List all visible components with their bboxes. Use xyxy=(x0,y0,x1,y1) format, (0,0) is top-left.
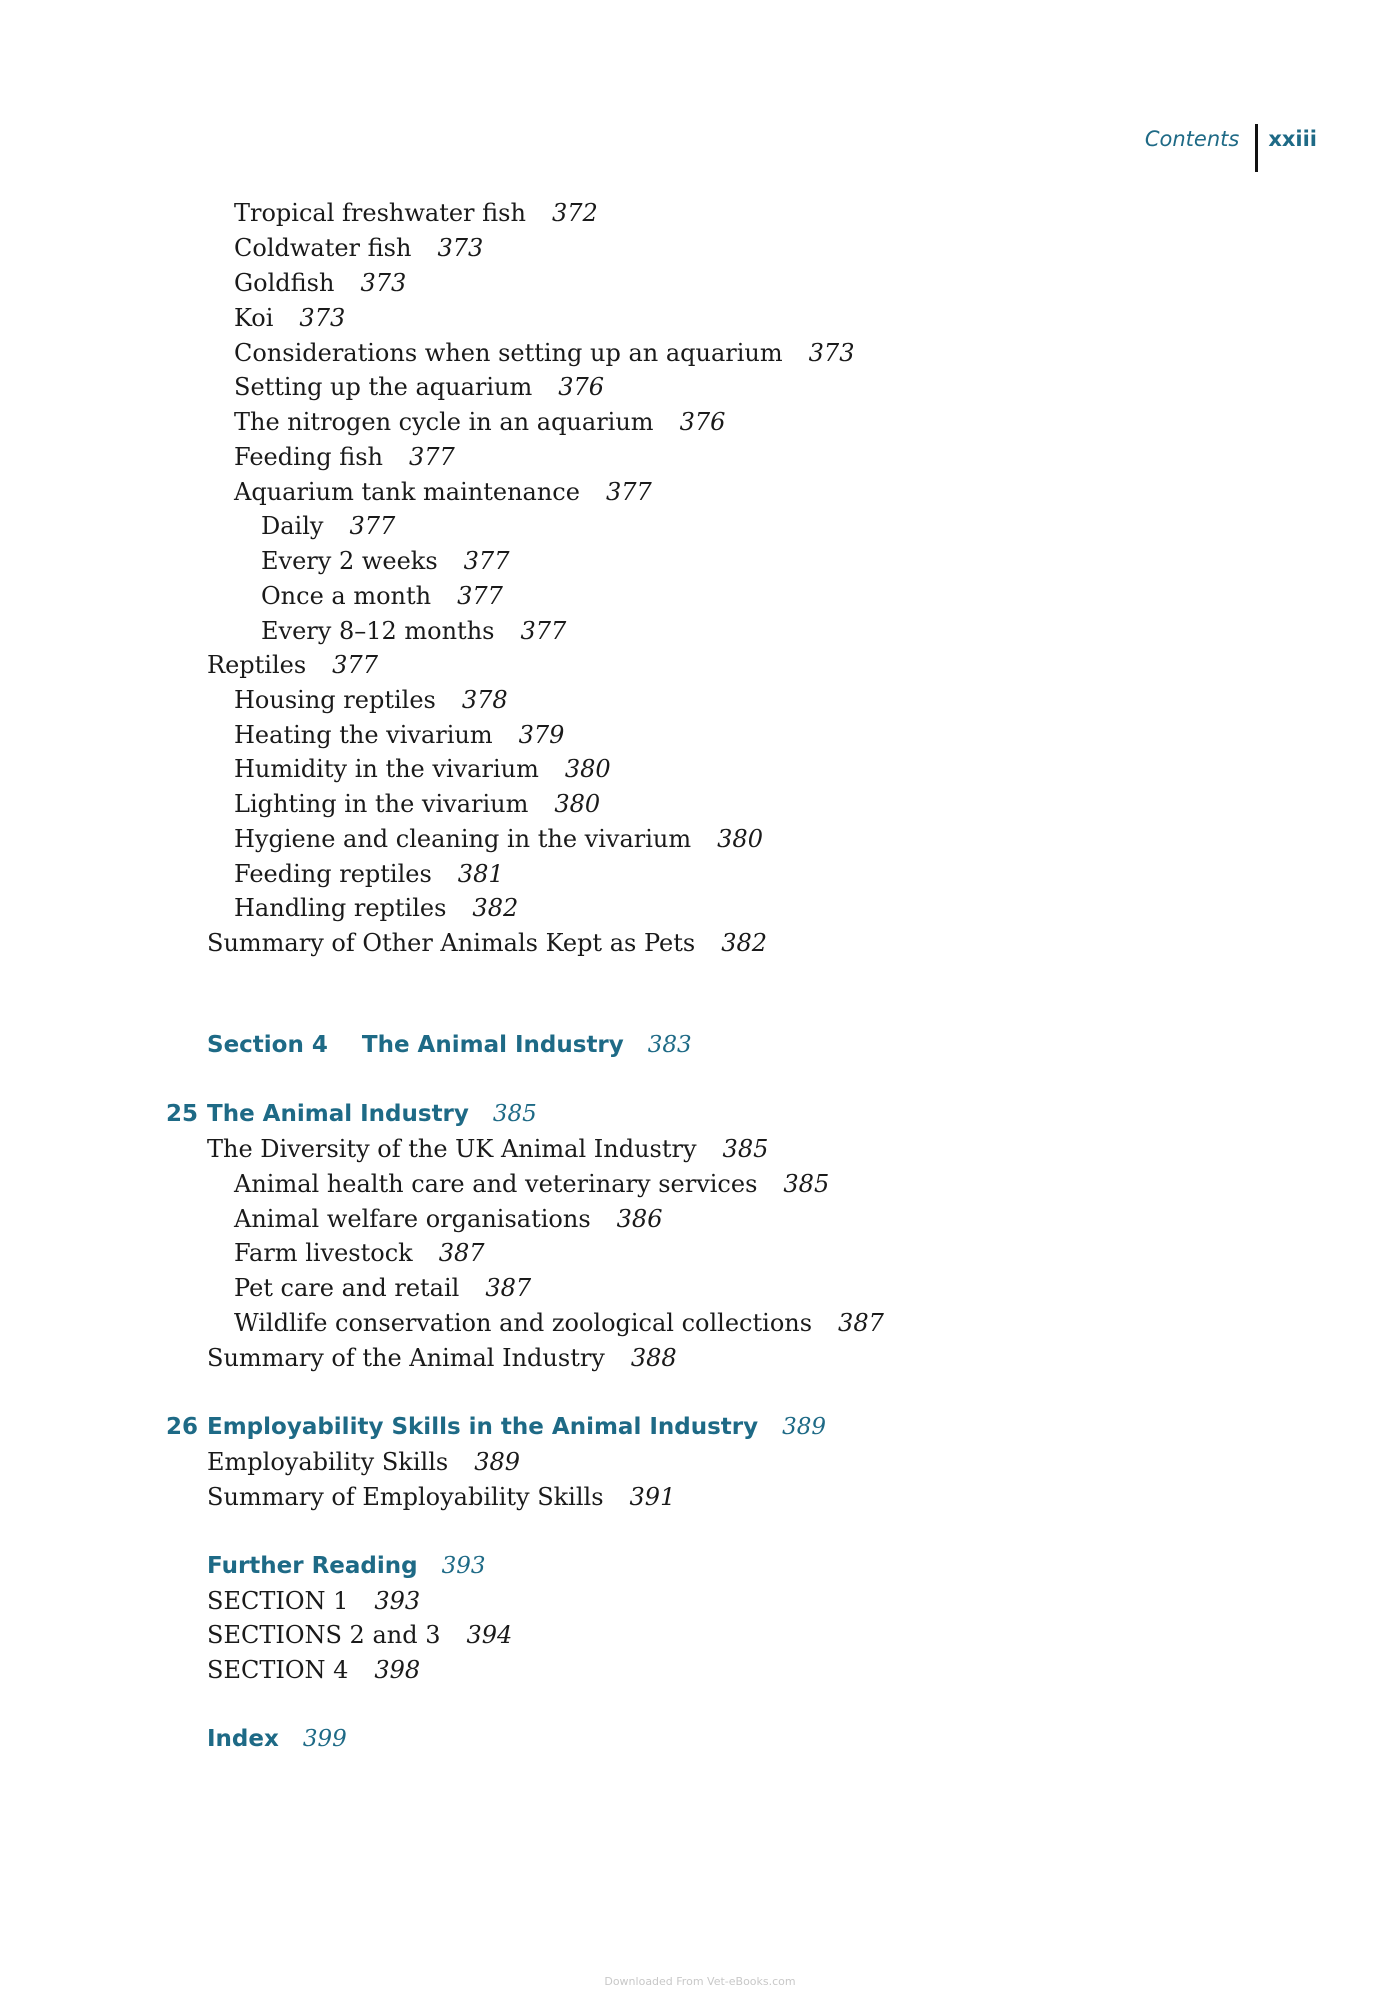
toc-entry[interactable] xyxy=(234,1238,485,1268)
toc-entry-title: Every 2 weeks xyxy=(261,547,438,575)
toc-entry[interactable] xyxy=(234,338,854,368)
chapter-title: Employability Skills in the Animal Industry xyxy=(207,1414,759,1440)
toc-entry[interactable] xyxy=(207,928,767,958)
toc-entry-title: Farm livestock xyxy=(234,1239,413,1267)
toc-entry-page: 398 xyxy=(374,1656,421,1684)
toc-entry-title: Koi xyxy=(234,304,274,332)
toc-entry-title: Reptiles xyxy=(207,651,307,679)
toc-entry-title: SECTION 4 xyxy=(207,1656,349,1684)
toc-entry-page: 377 xyxy=(409,443,455,471)
toc-entry[interactable] xyxy=(234,442,455,472)
toc-entry[interactable] xyxy=(234,1169,829,1199)
toc-entry-title: Wildlife conservation and zoological collections xyxy=(234,1309,813,1337)
toc-entry-page: 385 xyxy=(722,1135,769,1163)
toc-entry-page: 373 xyxy=(437,234,484,262)
toc-entry-page: 388 xyxy=(630,1344,677,1372)
toc-entry-title: Handling reptiles xyxy=(234,894,447,922)
toc-entry-page: 377 xyxy=(457,582,503,610)
toc-entry-title: The Diversity of the UK Animal Industry xyxy=(207,1135,697,1163)
toc-entry-title: Tropical freshwater fish xyxy=(234,199,526,227)
toc-entry-title: SECTION 1 xyxy=(207,1587,349,1615)
toc-entry[interactable] xyxy=(234,268,406,298)
toc-entry-page: 378 xyxy=(461,686,508,714)
toc-entry-title: Housing reptiles xyxy=(234,686,436,714)
toc-entry-title: Pet care and retail xyxy=(234,1274,460,1302)
index-title: Index xyxy=(207,1726,279,1752)
chapter-heading[interactable] xyxy=(207,1412,826,1442)
toc-entry-title: Summary of Employability Skills xyxy=(207,1483,604,1511)
toc-entry[interactable] xyxy=(234,1204,662,1234)
further-reading-heading[interactable] xyxy=(207,1551,486,1581)
section-heading[interactable] xyxy=(207,1030,692,1060)
toc-entry[interactable] xyxy=(207,1620,512,1650)
running-header-label: Contents xyxy=(1144,127,1240,151)
toc-entry[interactable] xyxy=(234,1308,884,1338)
toc-entry-page: 380 xyxy=(717,825,763,853)
toc-entry-page: 393 xyxy=(374,1587,421,1615)
toc-entry[interactable] xyxy=(234,233,483,263)
toc-entry[interactable] xyxy=(234,720,564,750)
toc-entry-title: SECTIONS 2 and 3 xyxy=(207,1621,441,1649)
toc-entry-page: 376 xyxy=(679,408,726,436)
toc-entry-title: Employability Skills xyxy=(207,1448,449,1476)
toc-entry[interactable] xyxy=(207,1482,675,1512)
page-number: xxiii xyxy=(1268,127,1317,151)
running-header xyxy=(1145,124,1317,172)
toc-entry[interactable] xyxy=(207,1447,520,1477)
toc-entry-page: 382 xyxy=(721,929,768,957)
toc-entry[interactable] xyxy=(234,685,508,715)
toc-entry-title: Lighting in the vivarium xyxy=(234,790,529,818)
toc-entry-page: 377 xyxy=(520,617,567,645)
toc-entry-page: 377 xyxy=(332,651,378,679)
toc-entry[interactable] xyxy=(234,859,504,889)
toc-entry-title: Goldfish xyxy=(234,269,335,297)
toc-entry-page: 373 xyxy=(360,269,407,297)
toc-entry-page: 389 xyxy=(474,1448,520,1476)
toc-entry[interactable] xyxy=(261,581,503,611)
toc-entry-page: 377 xyxy=(463,547,510,575)
toc-entry[interactable] xyxy=(261,511,395,541)
toc-entry[interactable] xyxy=(234,1273,531,1303)
toc-entry-title: Hygiene and cleaning in the vivarium xyxy=(234,825,692,853)
toc-entry-page: 386 xyxy=(616,1205,663,1233)
toc-entry-title: Once a month xyxy=(261,582,432,610)
toc-entry-title: Summary of Other Animals Kept as Pets xyxy=(207,929,696,957)
toc-entry-title: Animal welfare organisations xyxy=(234,1205,591,1233)
chapter-number: 25 xyxy=(166,1101,199,1127)
index-page: 399 xyxy=(302,1726,347,1752)
toc-entry-page: 379 xyxy=(518,721,565,749)
toc-entry[interactable] xyxy=(234,303,345,333)
toc-entry-title: Coldwater fish xyxy=(234,234,412,262)
toc-entry-title: Every 8–12 months xyxy=(261,617,495,645)
toc-entry[interactable] xyxy=(207,1343,677,1373)
toc-entry[interactable] xyxy=(234,407,725,437)
toc-entry-page: 380 xyxy=(554,790,601,818)
toc-entry-title: Setting up the aquarium xyxy=(234,373,533,401)
toc-entry-title: Feeding reptiles xyxy=(234,860,432,888)
toc-entry[interactable] xyxy=(261,546,509,576)
toc-entry[interactable] xyxy=(234,754,611,784)
toc-entry-page: 387 xyxy=(485,1274,532,1302)
toc-entry-title: Considerations when setting up an aquarium xyxy=(234,339,783,367)
toc-entry-title: Animal health care and veterinary services xyxy=(234,1170,758,1198)
toc-entry-page: 382 xyxy=(472,894,519,922)
toc-entry-page: 387 xyxy=(838,1309,884,1337)
toc-entry-page: 373 xyxy=(299,304,346,332)
toc-entry[interactable] xyxy=(207,1655,420,1685)
toc-entry[interactable] xyxy=(234,372,604,402)
toc-entry[interactable] xyxy=(207,650,378,680)
section-page: 383 xyxy=(647,1032,692,1058)
toc-entry[interactable] xyxy=(207,1586,420,1616)
toc-entry[interactable] xyxy=(234,789,600,819)
toc-entry-page: 387 xyxy=(438,1239,485,1267)
toc-entry-page: 385 xyxy=(783,1170,830,1198)
further-reading-title: Further Reading xyxy=(207,1553,418,1579)
toc-entry-page: 391 xyxy=(629,1483,676,1511)
toc-entry-title: Heating the vivarium xyxy=(234,721,493,749)
toc-entry-page: 380 xyxy=(564,755,611,783)
chapter-heading[interactable] xyxy=(207,1099,537,1129)
toc-entry[interactable] xyxy=(234,893,518,923)
toc-entry-page: 376 xyxy=(558,373,605,401)
further-reading-page: 393 xyxy=(441,1553,486,1579)
toc-entry[interactable] xyxy=(234,198,598,228)
toc-entry-page: 381 xyxy=(457,860,504,888)
index-heading[interactable] xyxy=(207,1724,347,1754)
toc-entry-page: 372 xyxy=(551,199,598,227)
section-title: The Animal Industry xyxy=(361,1032,624,1058)
chapter-page: 385 xyxy=(492,1101,537,1127)
section-label: Section 4 xyxy=(207,1032,328,1058)
toc-entry[interactable] xyxy=(261,616,566,646)
toc-entry-title: The nitrogen cycle in an aquarium xyxy=(234,408,654,436)
download-watermark: Downloaded From Vet-eBooks.com xyxy=(604,1975,796,1988)
toc-entry-title: Summary of the Animal Industry xyxy=(207,1344,605,1372)
toc-entry-title: Daily xyxy=(261,512,324,540)
toc-entry-page: 394 xyxy=(466,1621,513,1649)
toc-entry-title: Humidity in the vivarium xyxy=(234,755,539,783)
toc-entry-title: Feeding fish xyxy=(234,443,384,471)
toc-entry[interactable] xyxy=(207,1134,768,1164)
toc-entry[interactable] xyxy=(234,477,652,507)
chapter-page: 389 xyxy=(782,1414,827,1440)
toc-entry[interactable] xyxy=(234,824,763,854)
toc-entry-title: Aquarium tank maintenance xyxy=(234,478,580,506)
toc-entry-page: 377 xyxy=(605,478,652,506)
toc-entry-page: 377 xyxy=(349,512,396,540)
chapter-number: 26 xyxy=(166,1414,199,1440)
toc-entry-page: 373 xyxy=(808,339,855,367)
chapter-title: The Animal Industry xyxy=(207,1101,469,1127)
